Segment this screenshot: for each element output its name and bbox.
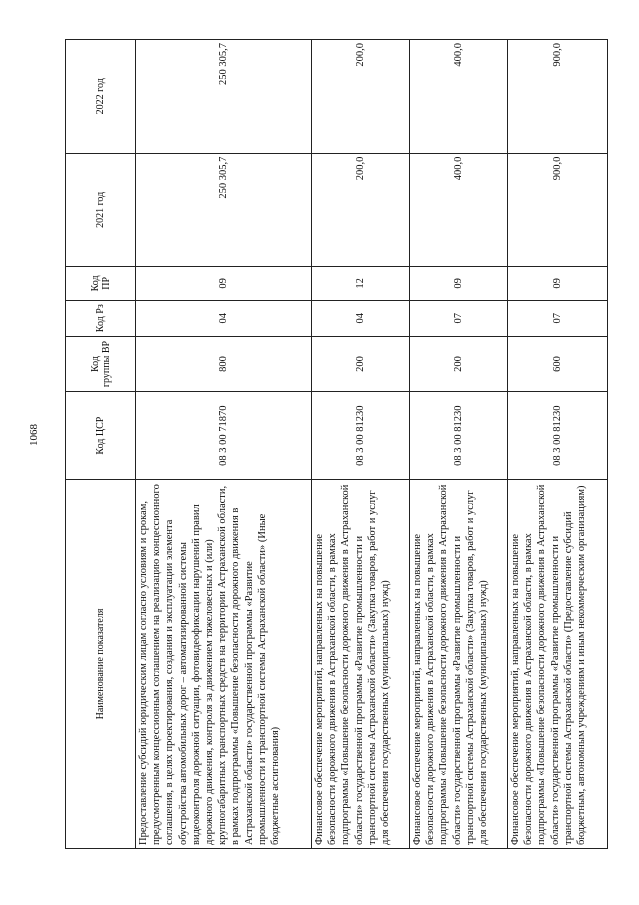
row-pr: 09 xyxy=(410,267,508,301)
row-rz: 04 xyxy=(312,300,410,336)
row-vr: 800 xyxy=(136,336,312,391)
header-2021: 2021 год xyxy=(66,153,136,267)
row-name: Финансовое обеспечение мероприятий, направленных на повышение безопасности дорожного движения в Астраханской области, в рамках подпрограммы «Повышение безопасности дорожного движения в Астраханской области» государственной программы «Развитие промышленности и транспортной системы Астраханской области» (Закупка товаров, работ и услуг для обеспечения государственных (муниципальных) нужд) xyxy=(312,479,410,848)
row-name: Предоставление субсидий юридическим лицам согласно условиям и срокам, предусмотренным концессионным соглашением на реализацию концессионного соглашения, в целях проектирования, создания и эксплуатации элемента обустройства автомобильных дорог – автоматизированной системы видеоконтроля дорожной ситуации, фотовидеофиксации нарушений правил дорожного движения, контроля за движением тяжеловесных и (или) крупногабаритных транспортных средств на территории Астраханской области, в рамках подпрограммы «Повышение безопасности дорожного движения в Астраханской области» государственной программы «Развитие промышленности и транспортной системы Астраханской области» (Иные бюджетные ассигнования) xyxy=(136,479,312,848)
budget-table xyxy=(65,39,608,849)
row-2022: 400,0 xyxy=(410,40,508,154)
header-name: Наименование показателя xyxy=(66,479,136,848)
row-2022: 900,0 xyxy=(508,40,608,154)
row-2021: 400,0 xyxy=(410,153,508,267)
row-csr: 08 3 00 81230 xyxy=(508,392,608,480)
row-csr: 08 3 00 81230 xyxy=(312,392,410,480)
row-vr: 200 xyxy=(410,336,508,391)
header-pr: Код ПР xyxy=(66,267,136,301)
header-rz: Код Рз xyxy=(66,300,136,336)
row-2021: 900,0 xyxy=(508,153,608,267)
page-number: 1068 xyxy=(28,424,40,446)
header-row xyxy=(66,40,136,849)
table-row xyxy=(410,40,508,849)
row-vr: 200 xyxy=(312,336,410,391)
row-2021: 200,0 xyxy=(312,153,410,267)
row-name: Финансовое обеспечение мероприятий, направленных на повышение безопасности дорожного движения в Астраханской области, в рамках подпрограммы «Повышение безопасности дорожного движения в Астраханской области» государственной программы «Развитие промышленности и транспортной системы Астраханской области» (Закупка товаров, работ и услуг для обеспечения государственных (муниципальных) нужд) xyxy=(410,479,508,848)
header-2022: 2022 год xyxy=(66,40,136,154)
row-2022: 250 305,7 xyxy=(136,40,312,154)
row-rz: 07 xyxy=(508,300,608,336)
table-row xyxy=(508,40,608,849)
row-pr: 09 xyxy=(136,267,312,301)
row-name: Финансовое обеспечение мероприятий, направленных на повышение безопасности дорожного движения в Астраханской области, в рамках подпрограммы «Повышение безопасности дорожного движения в Астраханской области» государственной программы «Развитие промышленности и транспортной системы Астраханской области» (Предоставление субсидий бюджетным, автономным учреждениям и иным некоммерческим организациям) xyxy=(508,479,608,848)
row-rz: 04 xyxy=(136,300,312,336)
row-vr: 600 xyxy=(508,336,608,391)
row-csr: 08 3 00 81230 xyxy=(410,392,508,480)
row-pr: 09 xyxy=(508,267,608,301)
row-pr: 12 xyxy=(312,267,410,301)
row-csr: 08 3 00 71870 xyxy=(136,392,312,480)
header-vr: Код группы ВР xyxy=(66,336,136,391)
table-row xyxy=(312,40,410,849)
row-2022: 200,0 xyxy=(312,40,410,154)
rotated-table-wrapper xyxy=(65,39,607,849)
row-2021: 250 305,7 xyxy=(136,153,312,267)
table-row xyxy=(136,40,312,849)
header-csr: Код ЦСР xyxy=(66,392,136,480)
row-rz: 07 xyxy=(410,300,508,336)
